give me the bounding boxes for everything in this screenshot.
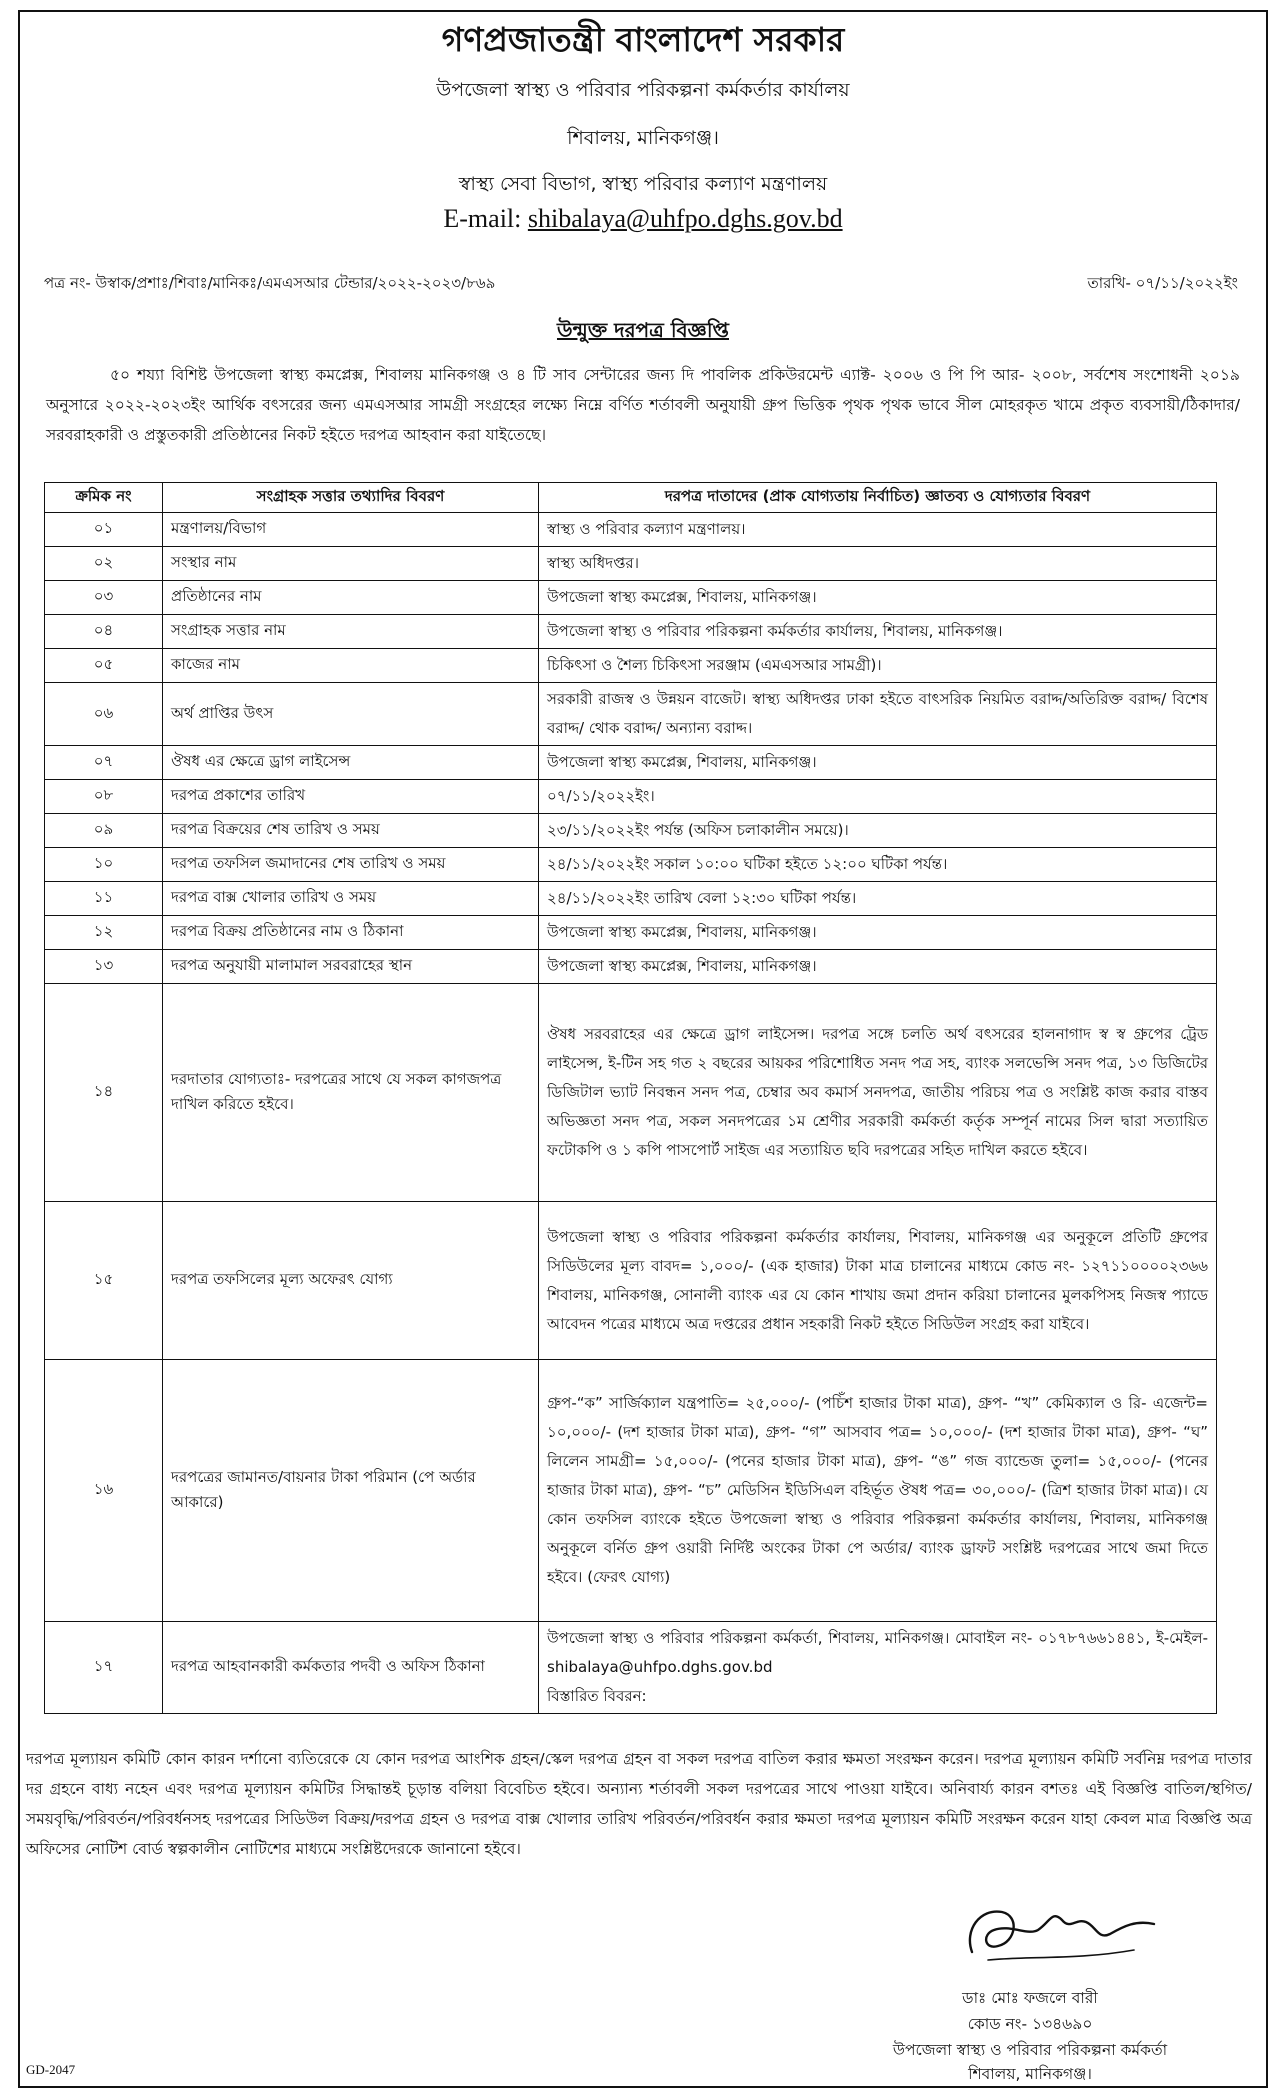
row-detail: উপজেলা স্বাস্থ্য কমপ্লেক্স, শিবালয়, মানিকগঞ্জ। [539,581,1217,615]
signer-place: শিবালয়, মানিকগঞ্জ। [968,2065,1092,2083]
col-header-item: সংগ্রাহক সত্তার তথ্যাদির বিবরণ [163,483,539,513]
row-item: দরপত্র তফসিলের মূল্য অফেরৎ যোগ্য [163,1202,539,1360]
row-item: কাজের নাম [163,649,539,683]
email-line [20,204,1266,234]
row-serial: ০৯ [45,814,163,848]
print-code: GD-2047 [26,2062,76,2077]
table-row [45,984,1217,1202]
row-detail: উপজেলা স্বাস্থ্য কমপ্লেক্স, শিবালয়, মানিকগঞ্জ। [539,746,1217,780]
signature-image [958,1890,1178,1978]
notice-title: উন্মুক্ত দরপত্র বিজ্ঞপ্তি [556,318,729,342]
office-location: শিবালয়, মানিকগঞ্জ। [567,127,719,149]
email-link[interactable]: shibalaya@uhfpo.dghs.gov.bd [527,204,843,233]
row-detail: ২৩/১১/২০২২ইং পর্যন্ত (অফিস চলাকালীন সময়ে)। [539,814,1217,848]
row-detail: ০৭/১১/২০২২ইং। [539,780,1217,814]
row-item: দরপত্র আহবানকারী কর্মকতার পদবী ও অফিস ঠিকানা [163,1622,539,1714]
row-item: দরদাতার যোগ্যতাঃ- দরপত্রের সাথে যে সকল কাগজপত্র দাখিল করিতে হইবে। [163,984,539,1202]
row-serial: ০১ [45,513,163,547]
row-detail: স্বাস্থ্য অধিদপ্তর। [539,547,1217,581]
row-item: মন্ত্রণালয়/বিভাগ [163,513,539,547]
row-detail: সরকারী রাজস্ব ও উন্নয়ন বাজেট। স্বাস্থ্য অধিদপ্তর ঢাকা হইতে বাৎসরিক নিয়মিত বরাদ্দ/অতিরিক্ত বরাদ্দ/ বিশেষ বরাদ্দ/ থোক বরাদ্দ/ অন্যান্য বরাদ্দ। [539,683,1217,746]
row-serial: ০৪ [45,615,163,649]
row-serial: ১৫ [45,1202,163,1360]
col-header-detail: দরপত্র দাতাদের (প্রাক যোগ্যতায় নির্বাচিত) জ্ঞাতব্য ও যোগ্যতার বিবরণ [539,483,1217,513]
table-row [45,848,1217,882]
ministry-name: স্বাস্থ্য সেবা বিভাগ, স্বাস্থ্য পরিবার কল্যাণ মন্ত্রণালয় [458,173,828,195]
row-detail-text: উপজেলা স্বাস্থ্য ও পরিবার পরিকল্পনা কর্মকর্তা, শিবালয়, মানিকগঞ্জ। মোবাইল নং- ০১৭৮৭৬৬১৪৪১, ই-মেইল- shibalaya@uhfpo.dghs.gov.bd [547,1629,1208,1676]
table-row [45,1360,1217,1622]
table-row [45,547,1217,581]
signer-designation: উপজেলা স্বাস্থ্য ও পরিবার পরিকল্পনা কর্মকর্তা [892,2041,1168,2059]
memo-date: তারখি- ০৭/১১/২০২২ইং [1087,274,1238,292]
row-serial: ১১ [45,882,163,916]
table-row [45,916,1217,950]
row-detail: স্বাস্থ্য ও পরিবার কল্যাণ মন্ত্রণালয়। [539,513,1217,547]
row-detail: ঔষধ সরবরাহের এর ক্ষেত্রে ড্রাগ লাইসেন্স। দরপত্র সঙ্গে চলতি অর্থ বৎসরের হালনাগাদ স্ব স্ব গ্রুপের ট্রেড লাইসেন্স, ই-টিন সহ গত ২ বছরের আয়কর পরিশোধিত সনদ পত্র সহ, ব্যাংক সলভেন্সি সনদ পত্র, ১৩ ডিজিটের ডিজিটাল ভ্যাট নিবন্ধন সনদ পত্র, চেম্বার অব কমার্স সনদপত্র, জাতীয় পরিচয় পত্র ও সংশ্লিষ্ট কাজ করার বাস্তব অভিজ্ঞতা সনদ পত্র, সকল সনদপত্রের ১ম শ্রেণীর সরকারী কর্মকর্তা কর্তৃক সম্পূর্ন নামের সিল দ্বারা সত্যায়িত ফটোকপি ও ১ কপি পাসপোর্ট সাইজ এর সত্যায়িত ছবি দরপত্রের সহিত দাখিল করতে হইবে। [539,984,1217,1202]
row-item: দরপত্র অনুযায়ী মালামাল সরবরাহের স্থান [163,950,539,984]
row-serial: ০৬ [45,683,163,746]
row-detail: উপজেলা স্বাস্থ্য কমপ্লেক্স, শিবালয়, মানিকগঞ্জ। [539,950,1217,984]
row-serial: ০৮ [45,780,163,814]
table-row [45,746,1217,780]
row-serial: ১২ [45,916,163,950]
memo-reference: পত্র নং- উস্বাক/প্রশাঃ/শিবাঃ/মানিকঃ/এমএসআর টেন্ডার/২০২২-২০২৩/৮৬৯ [44,274,496,292]
row-detail: গ্রুপ-“ক” সার্জিক্যাল যন্ত্রপাতি= ২৫,০০০/- (পচিঁশ হাজার টাকা মাত্র), গ্রুপ- “খ” কেমিক্যাল ও রি- এজেন্ট= ১০,০০০/- (দশ হাজার টাকা মাত্র), গ্রুপ- “গ” আসবাব পত্র= ১০,০০০/- (দশ হাজার টাকা মাত্র), গ্রুপ- “ঘ” লিলেন সামগ্রী= ১৫,০০০/- (পনের হাজার টাকা মাত্র), গ্রুপ- “ঙ” গজ ব্যান্ডেজ তুলা= ১৫,০০০/- (পনের হাজার টাকা মাত্র), গ্রুপ- “চ” মেডিসিন ইডিসিএল বহির্ভূত ঔষধ পত্র= ৩০,০০০/- (ত্রিশ হাজার টাকা মাত্র)। যে কোন তফসিল ব্যাংকে হইতে উপজেলা স্বাস্থ্য ও পরিবার পরিকল্পনা কর্মকর্তার কার্যালয়, শিবালয়, মানিকগঞ্জ অনুকূলে বর্নিত গ্রুপ ওয়ারী নির্দিষ্ট অংকের টাকা পে অর্ডার/ ব্যাংক ড্রাফট সংশ্লিষ্ট দরপত্রের সাথে জমা দিতে হইবে। (ফেরৎ যোগ্য) [539,1360,1217,1622]
row-serial: ০৭ [45,746,163,780]
row-item: প্রতিষ্ঠানের নাম [163,581,539,615]
table-row [45,1622,1217,1714]
table-row [45,581,1217,615]
office-name: উপজেলা স্বাস্থ্য ও পরিবার পরিকল্পনা কর্মকর্তার কার্যালয় [436,79,850,101]
row-detail: ২৪/১১/২০২২ইং সকাল ১০:০০ ঘটিকা হইতে ১২:০০ ঘটিকা পর্যন্ত। [539,848,1217,882]
table-row [45,683,1217,746]
row-item: দরপত্র বিক্রয় প্রতিষ্ঠানের নাম ও ঠিকানা [163,916,539,950]
table-row [45,950,1217,984]
table-row [45,780,1217,814]
row-item: দরপত্র তফসিল জমাদানের শেষ তারিখ ও সময় [163,848,539,882]
table-row [45,615,1217,649]
table-row [45,649,1217,683]
row-detail: উপজেলা স্বাস্থ্য ও পরিবার পরিকল্পনা কর্মকর্তার কার্যালয়, শিবালয়, মানিকগঞ্জ এর অনুকূলে প্রতিটি গ্রুপের সিডিউলের মূল্য বাবদ= ১,০০০/- (এক হাজার) টাকা মাত্র চালানের মাধ্যমে কোড নং- ১২৭১১০০০০২৩৬৬ শিবালয়, মানিকগঞ্জ, সোনালী ব্যাংক এর যে কোন শাখায় জমা প্রদান করিয়া চালানের মুলকপিসহ নিজস্ব প্যাডে আবেদন পত্রের মাধ্যমে অত্র দপ্তরের প্রধান সহকারী নিকট হইতে সিডিউল সংগ্রহ করা যাইবে। [539,1202,1217,1360]
row-serial: ০৫ [45,649,163,683]
row-detail-extra: বিস্তারিত বিবরন: [547,1687,647,1705]
table-row [45,513,1217,547]
row-serial: ১৩ [45,950,163,984]
table-header-row [45,483,1217,513]
row-serial: ১৬ [45,1360,163,1622]
signer-name: ডাঃ মোঃ ফজলে বারী [962,1989,1098,2007]
intro-paragraph: ৫০ শয্যা বিশিষ্ট উপজেলা স্বাস্থ্য কমপ্লেক্স, শিবালয় মানিকগঞ্জ ও ৪ টি সাব সেন্টারের জন্য দি পাবলিক প্রকিউরমেন্ট এ্যাক্ট- ২০০৬ ও পি পি আর- ২০০৮, সর্বশেষ সংশোধনী ২০১৯ অনুসারে ২০২২-২০২৩ইং আর্থিক বৎসরের জন্য এমএসআর সামগ্রী সংগ্রহের লক্ষ্যে নিম্নে বর্ণিত শর্তাবলী অনুযায়ী গ্রুপ ভিত্তিক পৃথক পৃথক ভাবে সীল মোহরকৃত খামে প্রকৃত ব্যবসায়ী/ঠিকাদার/সরবরাহকারী ও প্রস্তুতকারী প্রতিষ্ঠানের নিকট হইতে দরপত্র আহবান করা যাইতেছে। [46,366,1240,444]
row-serial: ১০ [45,848,163,882]
row-serial: ১৭ [45,1622,163,1714]
row-item: দরপত্রের জামানত/বায়নার টাকা পরিমান (পে অর্ডার আকারে) [163,1360,539,1622]
row-item: দরপত্র প্রকাশের তারিখ [163,780,539,814]
notice-page [18,10,1268,2088]
govt-title: গণপ্রজাতন্ত্রী বাংলাদেশ সরকার [441,20,845,59]
signer-code: কোড নং- ১৩৪৬৯০ [967,2015,1093,2033]
row-item: ঔষধ এর ক্ষেত্রে ড্রাগ লাইসেন্স [163,746,539,780]
table-row [45,1202,1217,1360]
footer-note: দরপত্র মূল্যায়ন কমিটি কোন কারন দর্শানো ব্যতিরেকে যে কোন দরপত্র আংশিক গ্রহন/স্কেল দরপত্র গ্রহন বা সকল দরপত্র বাতিল করার ক্ষমতা সংরক্ষন করেন। দরপত্র মূল্যায়ন কমিটি সর্বনিম্ন দরপত্র দাতার দর গ্রহনে বাধ্য নহেন এবং দরপত্র মূল্যায়ন কমিটির সিদ্ধান্তই চূড়ান্ত বলিয়া বিবেচিত হইবে। অন্যান্য শর্তাবলী সকল দরপত্রের সাথে পাওয়া যাইবে। অনিবার্য্য কারন বশতঃ এই বিজ্ঞপ্তি বাতিল/স্থগিত/সময়বৃদ্ধি/পরিবর্তন/পরিবর্ধনসহ দরপত্রের সিডিউল বিক্রয়/দরপত্র গ্রহন ও দরপত্র বাক্স খোলার তারিখ পরিবর্তন/পরিবর্ধন করার ক্ষমতা দরপত্র মূল্যায়ন কমিটি সংরক্ষন করেন যাহা কেবল মাত্র বিজ্ঞপ্তি অত্র অফিসের নোটিশ বোর্ড স্বল্পকালীন নোটিশের মাধ্যমে সংশ্লিষ্টদেরকে জানানো হইবে। [26,1750,1252,1858]
email-label: E-mail: [443,204,528,233]
row-item: সংস্থার নাম [163,547,539,581]
row-detail [539,1622,1217,1714]
row-serial: ০৩ [45,581,163,615]
row-serial: ০২ [45,547,163,581]
col-header-serial: ক্রমিক নং [45,483,163,513]
row-item: অর্থ প্রাপ্তির উৎস [163,683,539,746]
row-serial: ১৪ [45,984,163,1202]
row-detail: ২৪/১১/২০২২ইং তারিখ বেলা ১২:৩০ ঘটিকা পর্যন্ত। [539,882,1217,916]
row-item: দরপত্র বাক্স খোলার তারিখ ও সময় [163,882,539,916]
row-item: দরপত্র বিক্রয়ের শেষ তারিখ ও সময় [163,814,539,848]
row-detail: চিকিৎসা ও শৈল্য চিকিৎসা সরঞ্জাম (এমএসআর সামগ্রী)। [539,649,1217,683]
row-detail: উপজেলা স্বাস্থ্য ও পরিবার পরিকল্পনা কর্মকর্তার কার্যালয়, শিবালয়, মানিকগঞ্জ। [539,615,1217,649]
row-detail: উপজেলা স্বাস্থ্য কমপ্লেক্স, শিবালয়, মানিকগঞ্জ। [539,916,1217,950]
tender-table [44,482,1217,1714]
table-row [45,882,1217,916]
table-row [45,814,1217,848]
row-item: সংগ্রাহক সত্তার নাম [163,615,539,649]
